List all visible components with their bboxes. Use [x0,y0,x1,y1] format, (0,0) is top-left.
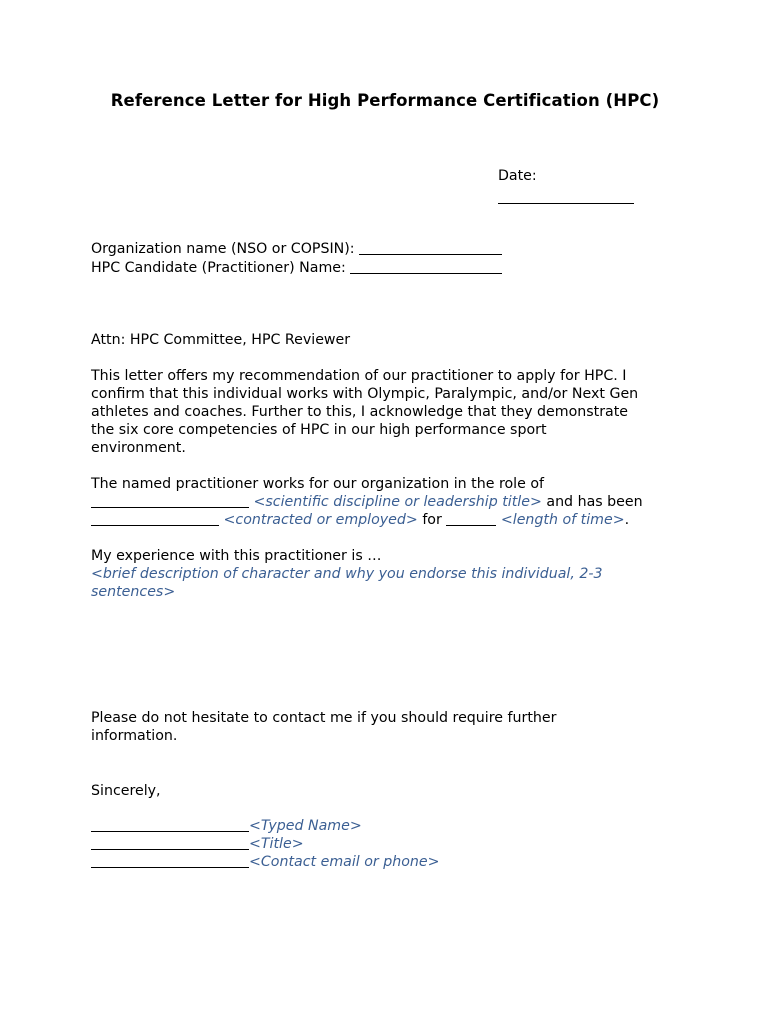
contact-placeholder[interactable]: <Contact email or phone> [249,854,440,870]
time-blank[interactable] [446,511,496,526]
signature-name-line [91,817,362,835]
letter-title: Reference Letter for High Performance Certification (HPC) [110,91,660,110]
candidate-blank[interactable] [350,259,502,274]
closing: Sincerely, [91,783,161,799]
experience-line: My experience with this practitioner is … [91,548,382,564]
date-label: Date: [498,168,537,184]
signature-title-blank[interactable] [91,835,249,850]
signature-title-line [91,835,304,853]
organization-blank[interactable] [359,240,502,255]
organization-label: Organization name (NSO or COPSIN): [91,241,355,257]
signature-contact-line [91,853,440,871]
title-placeholder[interactable]: <Title> [249,836,304,852]
candidate-label: HPC Candidate (Practitioner) Name: [91,260,346,276]
signature-name-blank[interactable] [91,817,249,832]
description-placeholder-continued[interactable]: sentences> [91,584,176,600]
paragraph-1-line: This letter offers my recommendation of our practitioner to apply for HPC. I [91,368,627,384]
role-blank[interactable] [91,493,249,508]
candidate-line [91,259,502,277]
paragraph-1-line: environment. [91,440,186,456]
for-text: for [422,512,442,528]
paragraph-1-line: athletes and coaches. Further to this, I acknowledge that they demonstrate [91,404,629,420]
employment-line [91,511,629,529]
role-line [91,493,643,511]
date-blank[interactable] [498,203,634,204]
paragraph-2-line: The named practitioner works for our organization in the role of [91,476,545,492]
paragraph-1-line: the six core competencies of HPC in our high performance sport [91,422,547,438]
employment-blank[interactable] [91,511,219,526]
period-text: . [624,512,630,528]
description-placeholder[interactable]: <brief description of character and why you endorse this individual, 2-3 [91,566,603,582]
signature-contact-blank[interactable] [91,853,249,868]
contact-request-line: information. [91,728,178,744]
organization-line [91,240,502,258]
typed-name-placeholder[interactable]: <Typed Name> [249,818,362,834]
contact-request-line: Please do not hesitate to contact me if you should require further [91,710,557,726]
role-placeholder[interactable]: <scientific discipline or leadership title> [253,494,542,510]
attention-line: Attn: HPC Committee, HPC Reviewer [91,332,351,348]
time-placeholder[interactable]: <length of time> [500,512,625,528]
employment-placeholder[interactable]: <contracted or employed> [223,512,418,528]
and-has-been-text: and has been [546,494,643,510]
paragraph-1-line: confirm that this individual works with Olympic, Paralympic, and/or Next Gen [91,386,639,402]
